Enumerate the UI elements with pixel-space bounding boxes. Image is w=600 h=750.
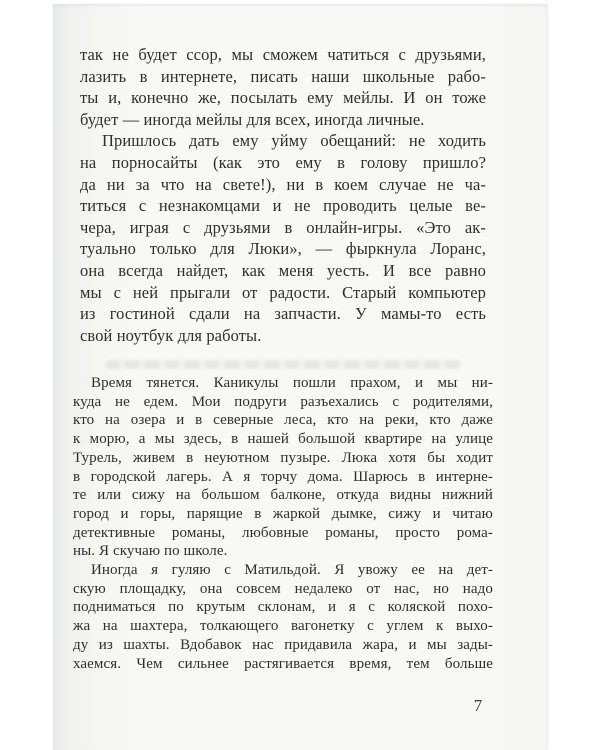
text-line: скую площадку, она совсем недалеко от нас, но надо	[73, 580, 493, 597]
text-line: ду из шахты. Вдобавок нас придавила жара, и мы зады-	[73, 636, 493, 653]
body-text-lower	[73, 374, 493, 673]
text-line: кто на озера и в северные леса, кто на реки, кто даже	[73, 412, 493, 429]
text-line: ты и, конечно же, посылать ему мейлы. И он тоже	[80, 88, 486, 108]
text-line: будет — иногда мейлы для всех, иногда личные.	[80, 109, 425, 129]
text-line: на порносайты (как это ему в голову пришло?	[80, 152, 486, 172]
text-line: куда не едем. Мои подруги разъехались с родителями,	[73, 393, 493, 410]
text-line: ны. Я скучаю по школе.	[73, 543, 228, 560]
text-line: так не будет ссор, мы сможем чатиться с друзьями,	[80, 45, 486, 64]
text-line: титься с незнакомцами и не проводить целые ве-	[80, 196, 486, 216]
text-line: хаемся. Чем сильнее растягивается время, тем больше	[73, 655, 493, 672]
text-line: лазить в интернете, писать наши школьные рабо-	[80, 66, 486, 86]
text-line: да ни за что на свете!), ни в коем случае не ча-	[80, 174, 486, 194]
text-line: Турель, живем в неуютном пузыре. Люка хотя бы ходит	[73, 449, 493, 466]
showthrough-ghost-line	[105, 360, 461, 369]
text-line: детективные романы, любовные романы, просто рома-	[73, 524, 493, 541]
text-line: подниматься по крутым склонам, и я с коляской похо-	[73, 599, 493, 616]
text-line: те или сижу на большом балконе, откуда видны нижний	[73, 487, 493, 504]
text-line: Пришлось дать ему уйму обещаний: не ходить	[102, 131, 486, 151]
text-line: из гостиной сдали на запчасти. У мамы-то есть	[80, 304, 486, 324]
body-text-upper	[80, 44, 486, 346]
text-line: в городской лагерь. А я торчу дома. Шарюсь в интерне-	[73, 468, 493, 485]
text-line: она всегда найдет, как меня уесть. И все равно	[80, 260, 486, 280]
text-line: жа на шахтера, толкающего вагонетку с углем к выхо-	[73, 618, 493, 635]
page-number: 7	[473, 696, 483, 715]
text-line: свой ноутбук для работы.	[80, 325, 262, 345]
text-line: Время тянется. Каникулы пошли прахом, и мы ни-	[91, 375, 493, 391]
book-page-paper	[53, 4, 548, 750]
text-line: Иногда я гуляю с Матильдой. Я увожу ее на дет-	[91, 562, 493, 579]
text-line: к морю, а мы здесь, в нашей большой квартире на улице	[73, 431, 493, 448]
text-line: туально только для Люки», — фыркнула Лоранс,	[80, 239, 486, 259]
text-line: город и горы, парящие в жаркой дымке, сижу и читаю	[73, 505, 493, 522]
text-line: мы с ней прыгали от радости. Старый компьютер	[80, 282, 486, 302]
text-line: чера, играя с друзьями в онлайн-игры. «Это ак-	[80, 217, 486, 237]
